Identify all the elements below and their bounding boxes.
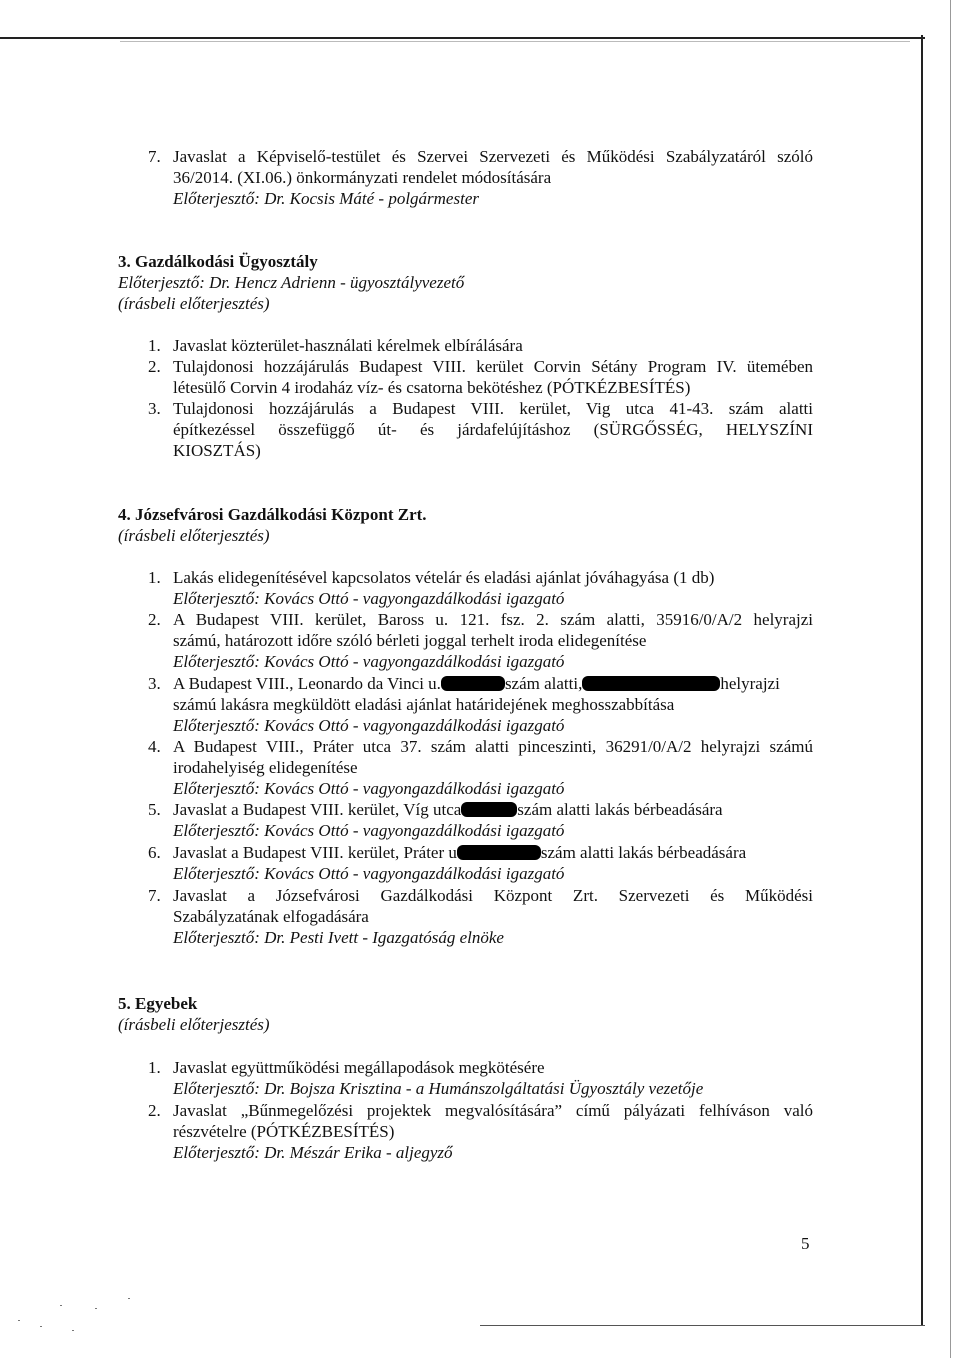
item-text: Javaslat a Képviselő-testület és Szervei Szervezeti és Működési Szabályzatáról szóló [173,147,813,166]
page-edge-line [950,0,951,1358]
item-number: 4. [148,737,161,756]
scan-speck [60,1305,62,1306]
page-number: 5 [801,1234,810,1253]
presenter-line: Előterjesztő: Kovács Ottó - vagyongazdálkodási igazgató [173,716,565,735]
presenter-line: Előterjesztő: Kovács Ottó - vagyongazdálkodási igazgató [173,652,565,671]
item-text-line [173,843,746,863]
section-heading: 5. Egyebek [118,994,198,1013]
item-number: 1. [148,568,161,587]
redaction-bar [441,676,505,691]
scan-speck [18,1320,20,1321]
item-number: 1. [148,336,161,355]
item-text: KIOSZTÁS) [173,441,261,460]
item-number: 3. [148,399,161,418]
scan-speck [128,1298,130,1299]
scan-speck [40,1326,42,1327]
presenter-line: Előterjesztő: Kovács Ottó - vagyongazdálkodási igazgató [173,821,565,840]
section-heading: 3. Gazdálkodási Ügyosztály [118,252,318,271]
section-heading: 4. Józsefvárosi Gazdálkodási Központ Zrt. [118,505,427,524]
item-text: Javaslat a Józsefvárosi Gazdálkodási Központ Zrt. Szervezeti és Működési [173,886,813,905]
item-text-part: szám alatti lakás bérbeadására [517,800,723,819]
item-number: 2. [148,610,161,629]
item-text: Tulajdonosi hozzájárulás Budapest VIII. kerület Corvin Sétány Program IV. ütemében [173,357,813,376]
bottom-border-line [480,1325,925,1326]
item-text: Javaslat közterület-használati kérelmek elbírálására [173,336,523,355]
item-number: 2. [148,357,161,376]
item-text-part: Javaslat a Budapest VIII. kerület, Víg utca [173,800,462,819]
presenter-line: Előterjesztő: Kovács Ottó - vagyongazdálkodási igazgató [173,779,565,798]
presenter-line: Előterjesztő: Dr. Bojsza Krisztina - a Humánszolgáltatási Ügyosztály vezetője [173,1079,704,1098]
item-text-part: szám alatti, [504,674,583,693]
item-text: építkezéssel összefüggő út- és járdafelújításhoz (SÜRGŐSSÉG, HELYSZÍNI [173,420,813,439]
top-border-thin-line [120,41,910,42]
section-note: (írásbeli előterjesztés) [118,1015,270,1034]
section-note: (írásbeli előterjesztés) [118,294,270,313]
item-text-part: A Budapest VIII., Leonardo da Vinci u. [173,674,441,693]
item-number: 7. [148,886,161,905]
presenter-line: Előterjesztő: Kovács Ottó - vagyongazdálkodási igazgató [173,864,565,883]
redaction-bar [582,676,720,691]
redaction-bar [461,802,517,817]
item-text: Tulajdonosi hozzájárulás a Budapest VIII. kerület, Vig utca 41-43. szám alatti [173,399,813,418]
presenter-line: Előterjesztő: Dr. Kocsis Máté - polgármester [173,189,479,208]
item-text: Szabályzatának elfogadására [173,907,369,926]
item-text: 36/2014. (XI.06.) önkormányzati rendelet módosítására [173,168,552,187]
item-text: Javaslat „Bűnmegelőzési projektek megvalósítására” című pályázati felhíváson való [173,1101,813,1120]
presenter-line: Előterjesztő: Dr. Pesti Ivett - Igazgatóság elnöke [173,928,504,947]
presenter-line: Előterjesztő: Kovács Ottó - vagyongazdálkodási igazgató [173,589,565,608]
item-text-part: szám alatti lakás bérbeadására [540,843,747,862]
item-number: 6. [148,843,161,862]
item-number: 1. [148,1058,161,1077]
presenter-line: Előterjesztő: Dr. Mészár Erika - aljegyző [173,1143,453,1162]
right-border-line [921,35,923,1325]
item-text-part: helyrajzi [720,674,780,693]
item-text-part: Javaslat a Budapest VIII. kerület, Práter u [173,843,457,862]
item-text-line [173,800,723,820]
scan-speck [72,1330,74,1331]
item-text: Lakás elidegenítésével kapcsolatos vételár és eladási ajánlat jóváhagyása (1 db) [173,568,715,587]
item-text-line [173,674,780,694]
item-text: irodahelyiség elidegenítése [173,758,358,777]
item-number: 2. [148,1101,161,1120]
top-border-line [0,37,925,39]
item-text: A Budapest VIII., Práter utca 37. szám alatti pinceszinti, 36291/0/A/2 helyrajzi számú [173,737,813,756]
presenter-line: Előterjesztő: Dr. Hencz Adrienn - ügyosztályvezető [118,273,465,292]
item-text: számú lakásra megküldött eladási ajánlat határidejének meghosszabbítása [173,695,675,714]
item-text: A Budapest VIII. kerület, Baross u. 121. fsz. 2. szám alatti, 35916/0/A/2 helyrajzi [173,610,813,629]
section-note: (írásbeli előterjesztés) [118,526,270,545]
item-number: 5. [148,800,161,819]
item-text: számú, határozott időre szóló bérleti joggal terhelt iroda elidegenítése [173,631,647,650]
item-text: részvételre (PÓTKÉZBESÍTÉS) [173,1122,395,1141]
item-text: létesülő Corvin 4 irodaház víz- és csatorna bekötéshez (PÓTKÉZBESÍTÉS) [173,378,691,397]
redaction-bar [457,845,541,860]
item-number: 3. [148,674,161,693]
item-number: 7. [148,147,161,166]
item-text: Javaslat együttműködési megállapodások megkötésére [173,1058,545,1077]
scan-speck [95,1308,97,1309]
